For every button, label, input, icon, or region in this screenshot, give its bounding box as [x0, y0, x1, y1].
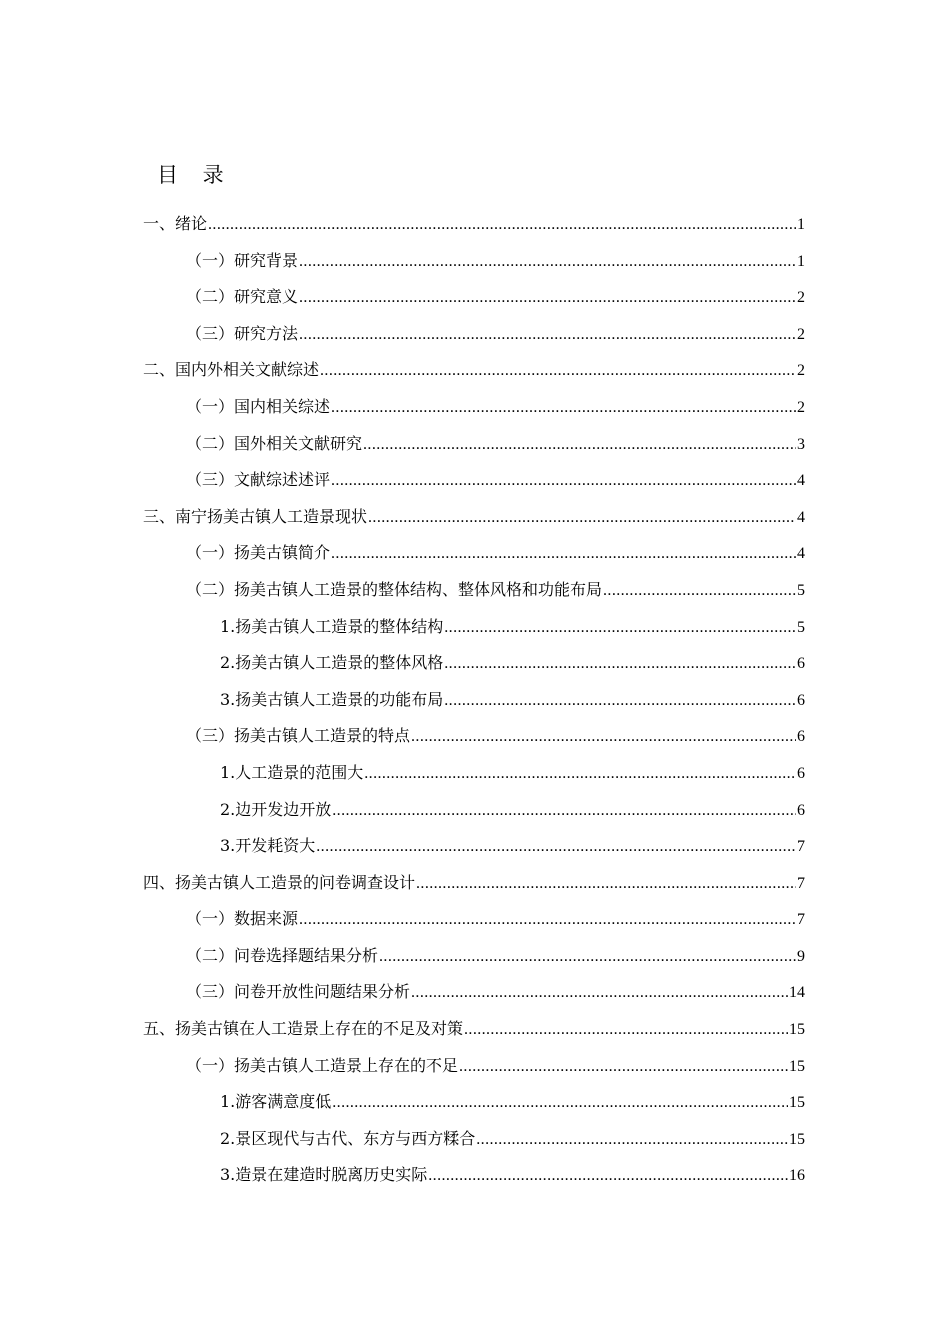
toc-page-number: 6 [797, 728, 805, 746]
toc-dot-leader [368, 503, 796, 533]
toc-entry-title: （二）扬美古镇人工造景的整体结构、整体风格和功能布局 [186, 579, 603, 599]
toc-page-number: 15 [789, 1057, 805, 1075]
toc-entry[interactable] [0, 795, 805, 832]
toc-dot-leader [320, 356, 796, 386]
toc-dot-leader [316, 832, 796, 862]
toc-dot-leader [208, 210, 796, 240]
toc-dot-leader [331, 539, 796, 569]
toc-entry-title: （三）研究方法 [186, 323, 299, 343]
toc-dot-leader [416, 869, 796, 899]
toc-entry-title: 1.人工造景的范围大 [220, 762, 364, 782]
toc-entry[interactable] [0, 209, 805, 246]
toc-page-number: 4 [797, 545, 805, 563]
toc-page-number: 3 [797, 435, 805, 453]
toc-entry-title: 3.开发耗资大 [220, 836, 316, 856]
toc-dot-leader [364, 759, 796, 789]
toc-page-number: 5 [797, 618, 805, 636]
toc-entry-title: 1.扬美古镇人工造景的整体结构 [220, 616, 444, 636]
toc-page-number: 2 [797, 398, 805, 416]
toc-dot-leader [428, 1161, 788, 1191]
toc-entry[interactable] [0, 941, 805, 978]
toc-entry[interactable] [0, 246, 805, 283]
toc-dot-leader [411, 978, 788, 1008]
toc-dot-leader [444, 613, 796, 643]
toc-dot-leader [299, 320, 796, 350]
toc-entry-title: （二）国外相关文献研究 [186, 433, 363, 453]
toc-entry[interactable] [0, 868, 805, 905]
toc-entry-title: 3.造景在建造时脱离历史实际 [220, 1165, 428, 1185]
toc-page-number: 9 [797, 947, 805, 965]
toc-page-number: 6 [797, 801, 805, 819]
toc-page-number: 15 [789, 1021, 805, 1039]
toc-entry-title: （一）扬美古镇人工造景上存在的不足 [186, 1055, 459, 1075]
toc-page-number: 7 [797, 911, 805, 929]
toc-entry[interactable] [0, 355, 805, 392]
toc-entry[interactable] [0, 1160, 805, 1197]
toc-page-number: 7 [797, 838, 805, 856]
toc-entry-title: 四、扬美古镇人工造景的问卷调查设计 [143, 872, 416, 892]
toc-entry-title: （三）文献综述述评 [186, 470, 331, 490]
toc-entry[interactable] [0, 1124, 805, 1161]
toc-entry[interactable] [0, 831, 805, 868]
toc-page-number: 6 [797, 691, 805, 709]
toc-entry[interactable] [0, 1051, 805, 1088]
toc-entry[interactable] [0, 1014, 805, 1051]
toc-dot-leader [464, 1015, 788, 1045]
toc-entry-title: 1.游客满意度低 [220, 1092, 332, 1112]
toc-page-number: 5 [797, 581, 805, 599]
toc-dot-leader [459, 1052, 788, 1082]
toc-dot-leader [332, 796, 796, 826]
toc-entry-title: 一、绪论 [143, 214, 208, 233]
toc-entry[interactable] [0, 721, 805, 758]
toc-page-number: 15 [789, 1130, 805, 1148]
toc-dot-leader [411, 722, 796, 752]
toc-page-number: 4 [797, 472, 805, 490]
toc-entry[interactable] [0, 429, 805, 466]
toc-dot-leader [299, 247, 796, 277]
toc-entry-title: （二）问卷选择题结果分析 [186, 945, 379, 965]
toc-entry-title: 2.扬美古镇人工造景的整体风格 [220, 653, 444, 673]
toc-dot-leader [603, 576, 796, 606]
toc-entry[interactable] [0, 1087, 805, 1124]
toc-entry[interactable] [0, 502, 805, 539]
toc-page-number: 6 [797, 764, 805, 782]
toc-dot-leader [332, 1088, 788, 1118]
toc-page-number: 1 [797, 216, 805, 233]
toc-entry[interactable] [0, 319, 805, 356]
toc-entry-title: 2.边开发边开放 [220, 799, 332, 819]
toc-page-number: 1 [797, 252, 805, 270]
toc-page-number: 15 [789, 1094, 805, 1112]
toc-entry[interactable] [0, 648, 805, 685]
toc-dot-leader [331, 466, 796, 496]
toc-dot-leader [299, 283, 796, 313]
toc-entry-title: （三）扬美古镇人工造景的特点 [186, 726, 411, 746]
toc-dot-leader [299, 905, 796, 935]
toc-page-number: 6 [797, 655, 805, 673]
toc-page-number: 16 [789, 1167, 805, 1185]
toc-dot-leader [331, 393, 796, 423]
toc-entry[interactable] [0, 758, 805, 795]
toc-page-number: 2 [797, 325, 805, 343]
toc-dot-leader [363, 430, 796, 460]
toc-page-number: 2 [797, 362, 805, 380]
toc-entry[interactable] [0, 282, 805, 319]
toc-page-number: 7 [797, 874, 805, 892]
toc-entry[interactable] [0, 392, 805, 429]
toc-entry[interactable] [0, 685, 805, 722]
toc-entry[interactable] [0, 612, 805, 649]
toc-page-number: 14 [789, 984, 805, 1002]
toc-entry-title: （一）数据来源 [186, 909, 299, 929]
toc-entry-title: （一）研究背景 [186, 250, 299, 270]
toc-dot-leader [476, 1125, 788, 1155]
toc-page-number: 4 [797, 508, 805, 526]
toc-entry[interactable] [0, 538, 805, 575]
toc-entry-title: （三）问卷开放性问题结果分析 [186, 982, 411, 1002]
toc-entry-title: 三、南宁扬美古镇人工造景现状 [143, 506, 368, 526]
toc-entry-title: 二、国内外相关文献综述 [143, 360, 320, 380]
table-of-contents [0, 209, 950, 1197]
toc-entry[interactable] [0, 575, 805, 612]
toc-entry-title: 3.扬美古镇人工造景的功能布局 [220, 689, 444, 709]
toc-entry-title: 五、扬美古镇在人工造景上存在的不足及对策 [143, 1019, 464, 1039]
toc-page-number: 2 [797, 289, 805, 307]
toc-entry[interactable] [0, 465, 805, 502]
toc-entry[interactable] [0, 904, 805, 941]
toc-entry-title: （二）研究意义 [186, 287, 299, 307]
toc-entry-title: 2.景区现代与古代、东方与西方糅合 [220, 1128, 476, 1148]
toc-title: 目 录 [157, 163, 233, 187]
toc-entry-title: （一）国内相关综述 [186, 396, 331, 416]
toc-dot-leader [379, 942, 796, 972]
toc-entry-title: （一）扬美古镇简介 [186, 543, 331, 563]
toc-dot-leader [444, 649, 796, 679]
toc-entry[interactable] [0, 977, 805, 1014]
toc-dot-leader [444, 686, 796, 716]
